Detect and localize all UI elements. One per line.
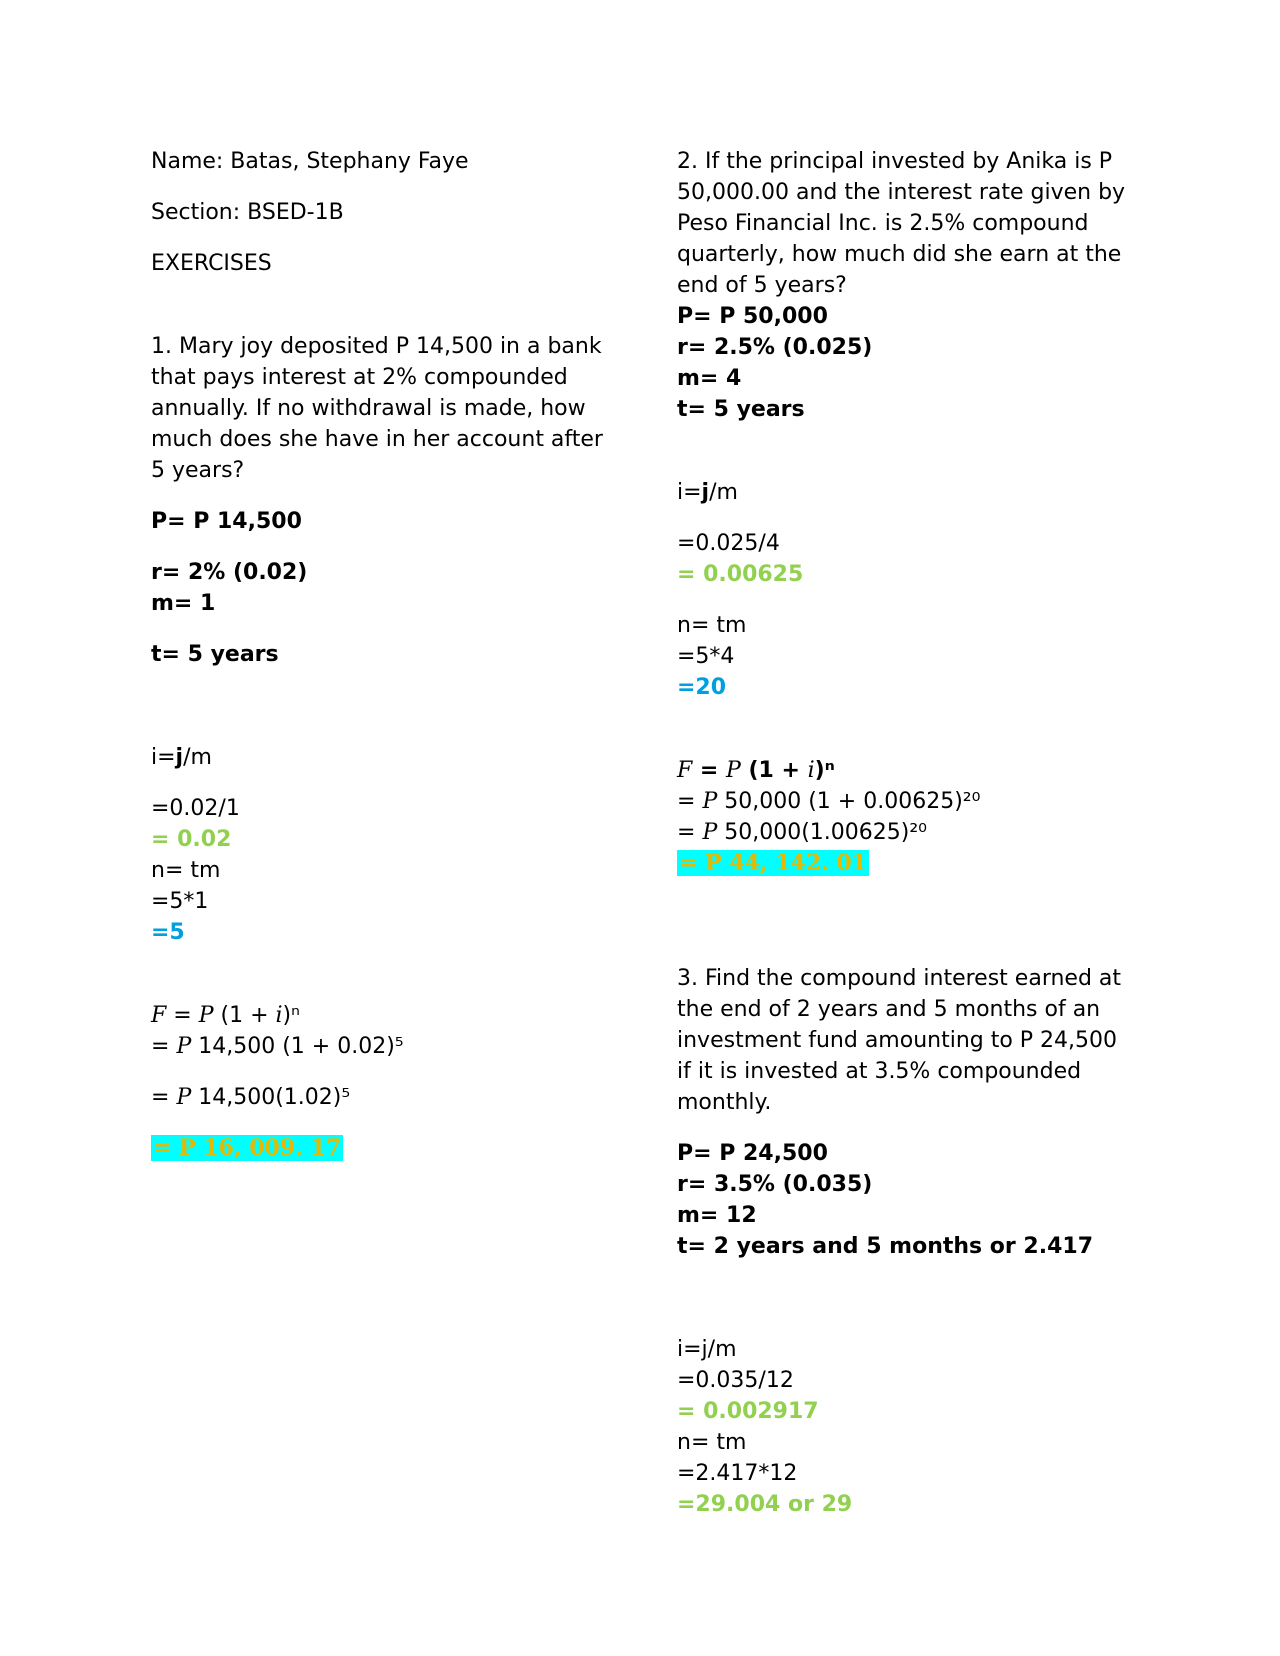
problem3-given-p: P= P 24,500 xyxy=(677,1141,828,1166)
problem1-n-result: =5 xyxy=(151,920,185,945)
equals: = xyxy=(166,1003,199,1028)
problem1-i-formula xyxy=(151,742,611,773)
problem2-given-m: m= 4 xyxy=(677,366,742,391)
j-symbol: j xyxy=(175,745,184,770)
problem3-question: 3. Find the compound interest earned at the end of 2 years and 5 months of an investment fund amounting to P 24,500 if it is invested at 3.5% compounded monthly. xyxy=(677,966,1122,1115)
p-symbol: P xyxy=(702,820,718,845)
f-symbol: F xyxy=(677,758,693,783)
m-divisor: /m xyxy=(709,480,738,505)
p-symbol: P xyxy=(176,1085,192,1110)
step-expression: 50,000(1.00625)²⁰ xyxy=(717,820,928,845)
step-expression: 14,500 (1 + 0.02)⁵ xyxy=(191,1034,404,1059)
problem2-f-step2 xyxy=(677,817,1137,848)
paren-open: (1 + xyxy=(740,758,808,783)
equals: = xyxy=(151,1085,177,1110)
paren-close: )ⁿ xyxy=(814,758,835,783)
j-symbol: j xyxy=(701,480,710,505)
problem2-n-calc: =5*4 xyxy=(677,644,735,669)
problem1-given-m: m= 1 xyxy=(151,591,216,616)
problem3-given-m: m= 12 xyxy=(677,1203,757,1228)
problem2-i-calc: =0.025/4 xyxy=(677,531,780,556)
problem1-f-step1 xyxy=(151,1031,611,1062)
step-expression: 50,000 (1 + 0.00625)²⁰ xyxy=(717,789,981,814)
problem2-n-result: =20 xyxy=(677,675,727,700)
left-column xyxy=(151,146,611,1164)
p-symbol: P xyxy=(726,758,741,783)
p-symbol: P xyxy=(702,789,718,814)
problem2-n-formula: n= tm xyxy=(677,613,747,638)
problem2-question: 2. If the principal invested by Anika is P 50,000.00 and the interest rate given by Peso Financial Inc. is 2.5% compound quarterly, how much did she earn at the end of 5 years? xyxy=(677,149,1126,298)
step-expression: 14,500(1.02)⁵ xyxy=(191,1085,351,1110)
student-name: Name: Batas, Stephany Faye xyxy=(151,149,469,174)
problem3-i-calc: =0.035/12 xyxy=(677,1368,794,1393)
problem2-given-t: t= 5 years xyxy=(677,397,805,422)
problem2-f-step1 xyxy=(677,786,1137,817)
problem3-n-calc: =2.417*12 xyxy=(677,1461,798,1486)
problem3-i-result: = 0.002917 xyxy=(677,1399,819,1424)
problem1-answer: = P 16, 009. 17 xyxy=(153,1135,342,1161)
problem2-i-formula xyxy=(677,477,1137,508)
problem3-i-formula: i=j/m xyxy=(677,1337,737,1362)
problem2-f-formula xyxy=(677,755,1137,786)
f-symbol: F xyxy=(151,1003,167,1028)
paren-close: )ⁿ xyxy=(282,1003,300,1028)
equals: = xyxy=(151,1034,177,1059)
i-symbol: i xyxy=(275,1003,283,1028)
problem3-given-r: r= 3.5% (0.035) xyxy=(677,1172,873,1197)
paren-open: (1 + xyxy=(213,1003,276,1028)
problem3-n-formula: n= tm xyxy=(677,1430,747,1455)
problem1-i-result: = 0.02 xyxy=(151,827,232,852)
i-symbol: i xyxy=(807,758,815,783)
p-symbol: P xyxy=(176,1034,192,1059)
m-divisor: /m xyxy=(183,745,212,770)
problem2-i-result: = 0.00625 xyxy=(677,562,804,587)
equals: = xyxy=(692,758,727,783)
problem1-n-formula: n= tm xyxy=(151,858,221,883)
right-column xyxy=(677,146,1137,1520)
i-label: i= xyxy=(677,480,702,505)
problem3-n-result: =29.004 or 29 xyxy=(677,1492,853,1517)
problem1-f-formula xyxy=(151,1000,611,1031)
equals: = xyxy=(677,789,703,814)
exercises-heading: EXERCISES xyxy=(151,251,272,276)
problem1-given-t: t= 5 years xyxy=(151,642,279,667)
student-section: Section: BSED-1B xyxy=(151,200,344,225)
problem1-f-step2 xyxy=(151,1082,611,1113)
problem2-given-r: r= 2.5% (0.025) xyxy=(677,335,873,360)
problem1-n-calc: =5*1 xyxy=(151,889,209,914)
problem1-given-r: r= 2% (0.02) xyxy=(151,560,308,585)
equals: = xyxy=(677,820,703,845)
p-symbol: P xyxy=(198,1003,214,1028)
problem2-answer: = P 44, 142. 01 xyxy=(679,850,868,876)
i-label: i= xyxy=(151,745,176,770)
problem1-i-calc: =0.02/1 xyxy=(151,796,240,821)
problem2-given-p: P= P 50,000 xyxy=(677,304,828,329)
problem1-given-p: P= P 14,500 xyxy=(151,509,302,534)
problem3-given-t: t= 2 years and 5 months or 2.417 xyxy=(677,1234,1094,1259)
problem1-question: 1. Mary joy deposited P 14,500 in a bank that pays interest at 2% compounded annually. If no withdrawal is made, how much does she have in her account after 5 years? xyxy=(151,334,603,483)
